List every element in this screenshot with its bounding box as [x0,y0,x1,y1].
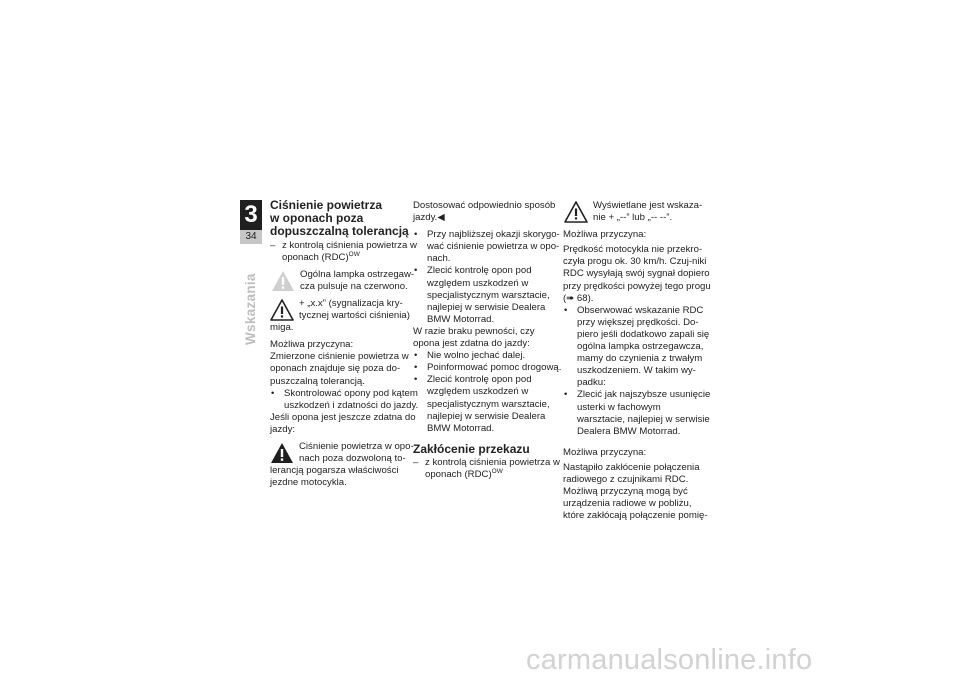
bullet-item [563,305,711,390]
column-2 [413,200,563,481]
bullet-text: Nie wolno jechać dalej. [427,350,526,362]
chapter-number: 3 [240,200,262,230]
watermark: carmanualsonline.info [526,644,813,676]
dash-text: z kontrolą ciśnienia powietrza w oponach (RDC) [282,239,417,263]
warning-triangle-icon [564,201,588,223]
cause-text: Prędkość motocykla nie przekro-czyła progu ok. 30 km/h. Czuj-niki RDC wysyłają swój sygnał dopiero przy prędkości powyżej tego progu (➠ 68). [563,244,711,304]
superscript-ow: OW [348,250,360,258]
cause-text: Nastąpiło zakłócenie połączenia radiowego z czujnikami RDC. Możliwą przyczyną mogą być urządzenia radiowe w pobliżu, które zakłócają połączenie pomię- [563,461,708,522]
warning-triangle-icon [270,299,294,321]
bullet-marker: • [414,374,418,386]
warning-text: Ogólna lampka ostrzegaw-cza pulsuje na czerwono. [300,268,415,292]
bullet-text: Obserwować wskazanie RDC przy większej prędkości. Do-piero jeśli dodatkowo zapali się ogólna lampka ostrzegawcza, mamy do czynienia z trwałym uszkodzeniem. W takim wy-padku: [577,304,710,389]
section-side-label: Wskazania [243,273,258,345]
warning-text: + „x.x” (sygnalizacja kry-tycznej wartości ciśnienia) miga. [270,297,410,334]
bullet-text: Poinformować pomoc drogową. [427,362,562,374]
cause-label: Możliwa przyczyna: [563,229,647,241]
bullet-marker: • [414,229,418,241]
bullet-item [413,229,563,265]
dash-marker: – [413,456,419,468]
section-title-tire-pressure: Ciśnienie powietrza w oponach poza dopuszczalną tolerancją [270,198,409,239]
bullet-item [413,350,563,362]
warning-text: Wyświetlane jest wskaza-nie + „--” lub „-- --”. [593,200,703,224]
warning-note-blinking-value [270,298,420,334]
bullet-marker: • [271,387,275,399]
bullet-item [413,362,563,374]
bullet-text: Zlecić jak najszybsze usunięcie usterki w fachowym warsztacie, najlepiej w serwisie Dealera BMW Motorrad. [577,389,711,437]
warning-note-handling [270,441,420,489]
page-number: 34 [240,230,262,244]
dash-marker: – [270,239,276,251]
bullet-text: Zlecić kontrolę opon pod względem uszkodzeń w specjalistycznym warsztacie, najlepiej w serwisie Dealera BMW Motorrad. [427,374,550,434]
section-title-transmission-fault: Zakłócenie przekazu [413,441,530,456]
column-3 [563,200,711,522]
bullet-text: Skontrolować opony pod kątem uszkodzeń i zdatności do jazdy. [284,387,419,411]
body-text: Dostosować odpowiednio sposób jazdy.◀ [413,200,556,224]
cause-text: Zmierzone ciśnienie powietrza w oponach znajduje się poza do-puszczalną tolerancją. [270,351,409,387]
superscript-ow: OW [491,467,503,475]
cause-label: Możliwa przyczyna: [563,446,647,458]
bullet-marker: • [564,304,568,316]
dash-item [270,240,420,264]
dash-item [413,457,563,481]
column-1 [270,199,420,489]
body-text: W razie braku pewności, czy opona jest zdatna do jazdy: [413,325,535,350]
bullet-marker: • [414,362,418,374]
bullet-marker: • [414,350,418,362]
bullet-marker: • [564,389,568,401]
dash-text: z kontrolą ciśnienia powietrza w oponach (RDC) [425,456,560,481]
warning-triangle-icon [270,442,294,464]
bullet-item [413,374,563,434]
warning-note-display [563,200,711,224]
bullet-item [270,388,420,412]
warning-text: Ciśnienie powietrza w opo-nach poza dozwoloną to-lerancją pogarsza właściwości jezdne motocykla. [270,441,414,489]
cause-label: Możliwa przyczyna: [270,339,354,351]
warning-triangle-gray-icon [271,270,295,292]
bullet-text: Zlecić kontrolę opon pod względem uszkodzeń w specjalistycznym warsztacie, najlepiej w serwisie Dealera BMW Motorrad. [427,265,550,325]
bullet-item [563,389,711,437]
body-text: Jeśli opona jest jeszcze zdatna do jazdy: [270,411,416,435]
bullet-text: Przy najbliższej okazji skorygo-wać ciśnienie powietrza w opo-nach. [427,229,560,265]
bullet-marker: • [414,265,418,277]
bullet-item [413,265,563,325]
warning-note-lamp [270,269,420,293]
